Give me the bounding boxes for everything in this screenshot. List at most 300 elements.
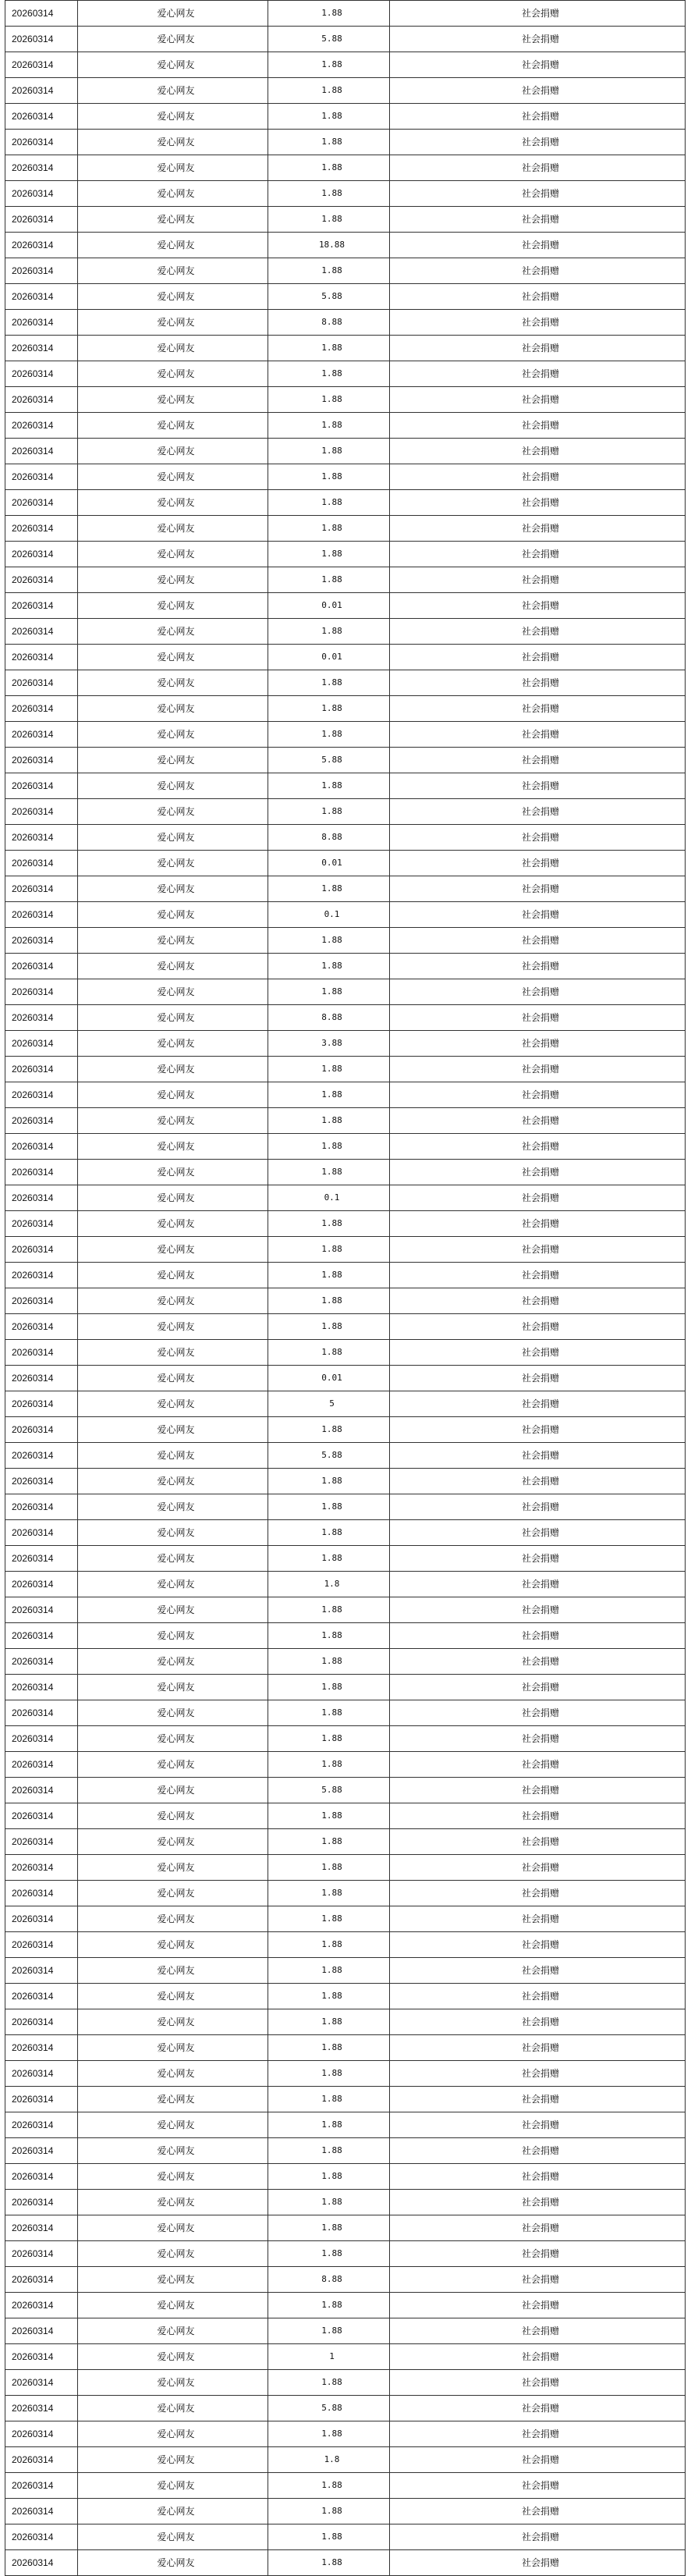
date-cell: 20260314 <box>5 361 78 387</box>
date-cell: 20260314 <box>5 104 78 130</box>
donor-cell: 爱心网友 <box>78 2112 268 2138</box>
donation-type-cell: 社会捐赠 <box>390 1288 686 1314</box>
date-cell: 20260314 <box>5 1597 78 1623</box>
amount-cell: 1.88 <box>268 799 390 825</box>
donor-cell: 爱心网友 <box>78 2267 268 2293</box>
date-cell: 20260314 <box>5 2524 78 2550</box>
date-cell: 20260314 <box>5 1314 78 1340</box>
table-row <box>5 1752 686 1778</box>
table-row <box>5 1082 686 1108</box>
table-row <box>5 2293 686 2318</box>
donation-type-cell: 社会捐赠 <box>390 1906 686 1932</box>
donor-cell: 爱心网友 <box>78 773 268 799</box>
amount-cell: 5.88 <box>268 748 390 773</box>
donor-cell: 爱心网友 <box>78 2293 268 2318</box>
table-row <box>5 619 686 645</box>
donation-type-cell: 社会捐赠 <box>390 2370 686 2396</box>
amount-cell: 1.88 <box>268 2241 390 2267</box>
donation-type-cell: 社会捐赠 <box>390 2293 686 2318</box>
donor-cell: 爱心网友 <box>78 1185 268 1211</box>
amount-cell: 1.88 <box>268 1288 390 1314</box>
table-row <box>5 1366 686 1391</box>
donation-type-cell: 社会捐赠 <box>390 851 686 876</box>
table-row <box>5 1803 686 1829</box>
date-cell: 20260314 <box>5 928 78 954</box>
donor-cell: 爱心网友 <box>78 1108 268 1134</box>
table-row <box>5 696 686 722</box>
table-row <box>5 1494 686 1520</box>
donor-cell: 爱心网友 <box>78 2164 268 2190</box>
date-cell: 20260314 <box>5 2267 78 2293</box>
date-cell: 20260314 <box>5 2344 78 2370</box>
donor-cell: 爱心网友 <box>78 542 268 567</box>
donor-cell: 爱心网友 <box>78 979 268 1005</box>
amount-cell: 1.88 <box>268 2035 390 2061</box>
date-cell: 20260314 <box>5 696 78 722</box>
amount-cell: 8.88 <box>268 825 390 851</box>
date-cell: 20260314 <box>5 851 78 876</box>
donor-cell: 爱心网友 <box>78 1134 268 1160</box>
donor-cell: 爱心网友 <box>78 284 268 310</box>
donation-type-cell: 社会捐赠 <box>390 52 686 78</box>
date-cell: 20260314 <box>5 1 78 27</box>
table-row <box>5 773 686 799</box>
donor-cell: 爱心网友 <box>78 2396 268 2421</box>
donation-type-cell: 社会捐赠 <box>390 748 686 773</box>
table-row <box>5 1881 686 1906</box>
date-cell: 20260314 <box>5 1391 78 1417</box>
donor-cell: 爱心网友 <box>78 1005 268 1031</box>
donor-cell: 爱心网友 <box>78 1623 268 1649</box>
amount-cell: 1.88 <box>268 2550 390 2576</box>
amount-cell: 1.88 <box>268 567 390 593</box>
table-row <box>5 2396 686 2421</box>
table-row <box>5 1108 686 1134</box>
date-cell: 20260314 <box>5 1855 78 1881</box>
date-cell: 20260314 <box>5 825 78 851</box>
donation-type-cell: 社会捐赠 <box>390 876 686 902</box>
date-cell: 20260314 <box>5 722 78 748</box>
donor-cell: 爱心网友 <box>78 336 268 361</box>
amount-cell: 1.88 <box>268 1984 390 2009</box>
donor-cell: 爱心网友 <box>78 516 268 542</box>
donor-cell: 爱心网友 <box>78 670 268 696</box>
donor-cell: 爱心网友 <box>78 2215 268 2241</box>
donor-cell: 爱心网友 <box>78 567 268 593</box>
amount-cell: 1.88 <box>268 78 390 104</box>
table-row <box>5 1546 686 1572</box>
donation-type-cell: 社会捐赠 <box>390 2267 686 2293</box>
date-cell: 20260314 <box>5 490 78 516</box>
table-row <box>5 954 686 979</box>
donor-cell: 爱心网友 <box>78 1340 268 1366</box>
date-cell: 20260314 <box>5 1649 78 1675</box>
donation-type-cell: 社会捐赠 <box>390 1391 686 1417</box>
table-row <box>5 1057 686 1082</box>
date-cell: 20260314 <box>5 1211 78 1237</box>
donation-type-cell: 社会捐赠 <box>390 336 686 361</box>
date-cell: 20260314 <box>5 1829 78 1855</box>
donation-type-cell: 社会捐赠 <box>390 130 686 155</box>
date-cell: 20260314 <box>5 2035 78 2061</box>
donation-type-cell: 社会捐赠 <box>390 1623 686 1649</box>
table-row <box>5 181 686 207</box>
date-cell: 20260314 <box>5 2087 78 2112</box>
donation-type-cell: 社会捐赠 <box>390 979 686 1005</box>
amount-cell: 1.88 <box>268 336 390 361</box>
amount-cell: 5.88 <box>268 1443 390 1469</box>
donation-type-cell: 社会捐赠 <box>390 1984 686 2009</box>
donation-type-cell: 社会捐赠 <box>390 645 686 670</box>
amount-cell: 1.88 <box>268 1546 390 1572</box>
date-cell: 20260314 <box>5 52 78 78</box>
date-cell: 20260314 <box>5 2396 78 2421</box>
donation-type-cell: 社会捐赠 <box>390 1263 686 1288</box>
amount-cell: 1.88 <box>268 722 390 748</box>
table-row <box>5 748 686 773</box>
donor-cell: 爱心网友 <box>78 1597 268 1623</box>
date-cell: 20260314 <box>5 2241 78 2267</box>
amount-cell: 1.88 <box>268 52 390 78</box>
donation-type-cell: 社会捐赠 <box>390 1031 686 1057</box>
date-cell: 20260314 <box>5 773 78 799</box>
amount-cell: 1.88 <box>268 1700 390 1726</box>
donor-cell: 爱心网友 <box>78 207 268 233</box>
donation-type-cell: 社会捐赠 <box>390 2499 686 2524</box>
date-cell: 20260314 <box>5 2215 78 2241</box>
donor-cell: 爱心网友 <box>78 1520 268 1546</box>
donation-type-cell: 社会捐赠 <box>390 1520 686 1546</box>
donation-type-cell: 社会捐赠 <box>390 2112 686 2138</box>
table-row <box>5 1417 686 1443</box>
date-cell: 20260314 <box>5 2164 78 2190</box>
donation-type-cell: 社会捐赠 <box>390 1443 686 1469</box>
donor-cell: 爱心网友 <box>78 954 268 979</box>
date-cell: 20260314 <box>5 542 78 567</box>
donor-cell: 爱心网友 <box>78 2138 268 2164</box>
date-cell: 20260314 <box>5 1752 78 1778</box>
donor-cell: 爱心网友 <box>78 1803 268 1829</box>
table-row <box>5 1572 686 1597</box>
amount-cell: 1.88 <box>268 2473 390 2499</box>
donor-cell: 爱心网友 <box>78 1700 268 1726</box>
donation-type-cell: 社会捐赠 <box>390 387 686 413</box>
date-cell: 20260314 <box>5 1881 78 1906</box>
amount-cell: 1.88 <box>268 2215 390 2241</box>
donor-cell: 爱心网友 <box>78 645 268 670</box>
donor-cell: 爱心网友 <box>78 1160 268 1185</box>
donation-type-cell: 社会捐赠 <box>390 1366 686 1391</box>
date-cell: 20260314 <box>5 1417 78 1443</box>
donation-type-cell: 社会捐赠 <box>390 670 686 696</box>
table-row <box>5 2524 686 2550</box>
donor-cell: 爱心网友 <box>78 181 268 207</box>
donation-type-cell: 社会捐赠 <box>390 1546 686 1572</box>
donation-type-cell: 社会捐赠 <box>390 1340 686 1366</box>
donation-type-cell: 社会捐赠 <box>390 1778 686 1803</box>
donation-type-cell: 社会捐赠 <box>390 954 686 979</box>
donation-type-cell: 社会捐赠 <box>390 2447 686 2473</box>
donor-cell: 爱心网友 <box>78 902 268 928</box>
donation-type-cell: 社会捐赠 <box>390 2318 686 2344</box>
date-cell: 20260314 <box>5 902 78 928</box>
donor-cell: 爱心网友 <box>78 2035 268 2061</box>
table-row <box>5 1778 686 1803</box>
date-cell: 20260314 <box>5 1005 78 1031</box>
donation-type-cell: 社会捐赠 <box>390 2061 686 2087</box>
amount-cell: 18.88 <box>268 233 390 258</box>
date-cell: 20260314 <box>5 1572 78 1597</box>
date-cell: 20260314 <box>5 2293 78 2318</box>
table-row <box>5 2421 686 2447</box>
table-row <box>5 851 686 876</box>
donor-cell: 爱心网友 <box>78 1855 268 1881</box>
date-cell: 20260314 <box>5 799 78 825</box>
donor-cell: 爱心网友 <box>78 464 268 490</box>
amount-cell: 1.88 <box>268 439 390 464</box>
donation-type-cell: 社会捐赠 <box>390 1855 686 1881</box>
amount-cell: 5.88 <box>268 1778 390 1803</box>
amount-cell: 1.88 <box>268 490 390 516</box>
donation-type-cell: 社会捐赠 <box>390 1057 686 1082</box>
date-cell: 20260314 <box>5 748 78 773</box>
donor-cell: 爱心网友 <box>78 1649 268 1675</box>
donor-cell: 爱心网友 <box>78 696 268 722</box>
table-row <box>5 645 686 670</box>
donor-cell: 爱心网友 <box>78 1675 268 1700</box>
donor-cell: 爱心网友 <box>78 1031 268 1057</box>
amount-cell: 1.88 <box>268 1520 390 1546</box>
donation-type-cell: 社会捐赠 <box>390 593 686 619</box>
donor-cell: 爱心网友 <box>78 1391 268 1417</box>
donation-type-cell: 社会捐赠 <box>390 1082 686 1108</box>
donation-type-cell: 社会捐赠 <box>390 1958 686 1984</box>
donor-cell: 爱心网友 <box>78 2344 268 2370</box>
date-cell: 20260314 <box>5 464 78 490</box>
donation-type-cell: 社会捐赠 <box>390 310 686 336</box>
donation-type-cell: 社会捐赠 <box>390 1649 686 1675</box>
date-cell: 20260314 <box>5 876 78 902</box>
donation-type-cell: 社会捐赠 <box>390 1881 686 1906</box>
amount-cell: 5.88 <box>268 284 390 310</box>
table-row <box>5 1134 686 1160</box>
amount-cell: 1.88 <box>268 1726 390 1752</box>
donor-cell: 爱心网友 <box>78 619 268 645</box>
amount-cell: 1.88 <box>268 413 390 439</box>
amount-cell: 1.88 <box>268 1623 390 1649</box>
amount-cell: 0.1 <box>268 902 390 928</box>
donation-type-cell: 社会捐赠 <box>390 1185 686 1211</box>
table-row <box>5 2087 686 2112</box>
donor-cell: 爱心网友 <box>78 155 268 181</box>
table-row <box>5 1906 686 1932</box>
donation-type-cell: 社会捐赠 <box>390 2087 686 2112</box>
table-row <box>5 387 686 413</box>
date-cell: 20260314 <box>5 387 78 413</box>
donation-type-cell: 社会捐赠 <box>390 2421 686 2447</box>
amount-cell: 1.88 <box>268 1675 390 1700</box>
table-row <box>5 207 686 233</box>
amount-cell: 1.88 <box>268 1752 390 1778</box>
donation-type-cell: 社会捐赠 <box>390 2344 686 2370</box>
date-cell: 20260314 <box>5 1469 78 1494</box>
donor-cell: 爱心网友 <box>78 1314 268 1340</box>
donation-table-body <box>5 1 686 2576</box>
table-row <box>5 1340 686 1366</box>
amount-cell: 1.88 <box>268 1 390 27</box>
amount-cell: 1.88 <box>268 876 390 902</box>
donation-table <box>5 0 686 2576</box>
amount-cell: 1.88 <box>268 542 390 567</box>
amount-cell: 8.88 <box>268 2267 390 2293</box>
donation-type-cell: 社会捐赠 <box>390 1572 686 1597</box>
amount-cell: 1.88 <box>268 1263 390 1288</box>
table-row <box>5 310 686 336</box>
donor-cell: 爱心网友 <box>78 2241 268 2267</box>
donation-type-cell: 社会捐赠 <box>390 490 686 516</box>
date-cell: 20260314 <box>5 2447 78 2473</box>
date-cell: 20260314 <box>5 619 78 645</box>
amount-cell: 0.01 <box>268 645 390 670</box>
amount-cell: 1.88 <box>268 1314 390 1340</box>
donor-cell: 爱心网友 <box>78 1881 268 1906</box>
donation-type-cell: 社会捐赠 <box>390 2396 686 2421</box>
table-row <box>5 928 686 954</box>
donor-cell: 爱心网友 <box>78 851 268 876</box>
donation-type-cell: 社会捐赠 <box>390 78 686 104</box>
donor-cell: 爱心网友 <box>78 2473 268 2499</box>
amount-cell: 1.88 <box>268 1340 390 1366</box>
donation-type-cell: 社会捐赠 <box>390 2138 686 2164</box>
table-row <box>5 27 686 52</box>
donor-cell: 爱心网友 <box>78 27 268 52</box>
donation-type-cell: 社会捐赠 <box>390 1134 686 1160</box>
donation-type-cell: 社会捐赠 <box>390 1108 686 1134</box>
donor-cell: 爱心网友 <box>78 799 268 825</box>
date-cell: 20260314 <box>5 2061 78 2087</box>
amount-cell: 0.1 <box>268 1185 390 1211</box>
donor-cell: 爱心网友 <box>78 258 268 284</box>
amount-cell: 1.88 <box>268 696 390 722</box>
donation-type-cell: 社会捐赠 <box>390 1726 686 1752</box>
amount-cell: 1.88 <box>268 1417 390 1443</box>
donation-type-cell: 社会捐赠 <box>390 1675 686 1700</box>
date-cell: 20260314 <box>5 1134 78 1160</box>
donation-type-cell: 社会捐赠 <box>390 104 686 130</box>
amount-cell: 1.88 <box>268 130 390 155</box>
donor-cell: 爱心网友 <box>78 104 268 130</box>
donation-type-cell: 社会捐赠 <box>390 2550 686 2576</box>
date-cell: 20260314 <box>5 1443 78 1469</box>
donor-cell: 爱心网友 <box>78 2318 268 2344</box>
amount-cell: 1.88 <box>268 207 390 233</box>
date-cell: 20260314 <box>5 516 78 542</box>
table-row <box>5 1726 686 1752</box>
date-cell: 20260314 <box>5 1984 78 2009</box>
donor-cell: 爱心网友 <box>78 1494 268 1520</box>
amount-cell: 1.88 <box>268 1494 390 1520</box>
table-row <box>5 2112 686 2138</box>
amount-cell: 1.88 <box>268 155 390 181</box>
donation-type-cell: 社会捐赠 <box>390 1494 686 1520</box>
date-cell: 20260314 <box>5 1932 78 1958</box>
amount-cell: 1.88 <box>268 361 390 387</box>
table-row <box>5 1829 686 1855</box>
donor-cell: 爱心网友 <box>78 490 268 516</box>
date-cell: 20260314 <box>5 1803 78 1829</box>
amount-cell: 3.88 <box>268 1031 390 1057</box>
table-row <box>5 336 686 361</box>
table-row <box>5 825 686 851</box>
amount-cell: 1.8 <box>268 1572 390 1597</box>
amount-cell: 5 <box>268 1391 390 1417</box>
table-row <box>5 2447 686 2473</box>
date-cell: 20260314 <box>5 2421 78 2447</box>
date-cell: 20260314 <box>5 1494 78 1520</box>
table-row <box>5 1314 686 1340</box>
table-row <box>5 1237 686 1263</box>
donation-type-cell: 社会捐赠 <box>390 1932 686 1958</box>
table-row <box>5 1031 686 1057</box>
donor-cell: 爱心网友 <box>78 2421 268 2447</box>
amount-cell: 1.88 <box>268 1906 390 1932</box>
amount-cell: 1.88 <box>268 2009 390 2035</box>
donation-type-cell: 社会捐赠 <box>390 2241 686 2267</box>
date-cell: 20260314 <box>5 1057 78 1082</box>
donor-cell: 爱心网友 <box>78 1572 268 1597</box>
amount-cell: 8.88 <box>268 310 390 336</box>
donor-cell: 爱心网友 <box>78 593 268 619</box>
donor-cell: 爱心网友 <box>78 876 268 902</box>
donation-type-cell: 社会捐赠 <box>390 2524 686 2550</box>
donor-cell: 爱心网友 <box>78 1263 268 1288</box>
donation-type-cell: 社会捐赠 <box>390 2473 686 2499</box>
donor-cell: 爱心网友 <box>78 1984 268 2009</box>
amount-cell: 0.01 <box>268 851 390 876</box>
date-cell: 20260314 <box>5 1185 78 1211</box>
donor-cell: 爱心网友 <box>78 1932 268 1958</box>
date-cell: 20260314 <box>5 181 78 207</box>
donation-type-cell: 社会捐赠 <box>390 928 686 954</box>
date-cell: 20260314 <box>5 954 78 979</box>
table-row <box>5 2241 686 2267</box>
table-row <box>5 2499 686 2524</box>
amount-cell: 5.88 <box>268 2396 390 2421</box>
amount-cell: 1.88 <box>268 2318 390 2344</box>
table-row <box>5 1263 686 1288</box>
table-row <box>5 284 686 310</box>
date-cell: 20260314 <box>5 1675 78 1700</box>
date-cell: 20260314 <box>5 593 78 619</box>
donor-cell: 爱心网友 <box>78 928 268 954</box>
amount-cell: 0.01 <box>268 1366 390 1391</box>
amount-cell: 1.88 <box>268 979 390 1005</box>
table-row <box>5 52 686 78</box>
date-cell: 20260314 <box>5 1288 78 1314</box>
table-row <box>5 567 686 593</box>
amount-cell: 1.8 <box>268 2447 390 2473</box>
date-cell: 20260314 <box>5 645 78 670</box>
date-cell: 20260314 <box>5 1623 78 1649</box>
table-row <box>5 2370 686 2396</box>
table-row <box>5 490 686 516</box>
date-cell: 20260314 <box>5 78 78 104</box>
amount-cell: 1.88 <box>268 181 390 207</box>
table-row <box>5 2267 686 2293</box>
date-cell: 20260314 <box>5 1031 78 1057</box>
date-cell: 20260314 <box>5 2370 78 2396</box>
donor-cell: 爱心网友 <box>78 1237 268 1263</box>
